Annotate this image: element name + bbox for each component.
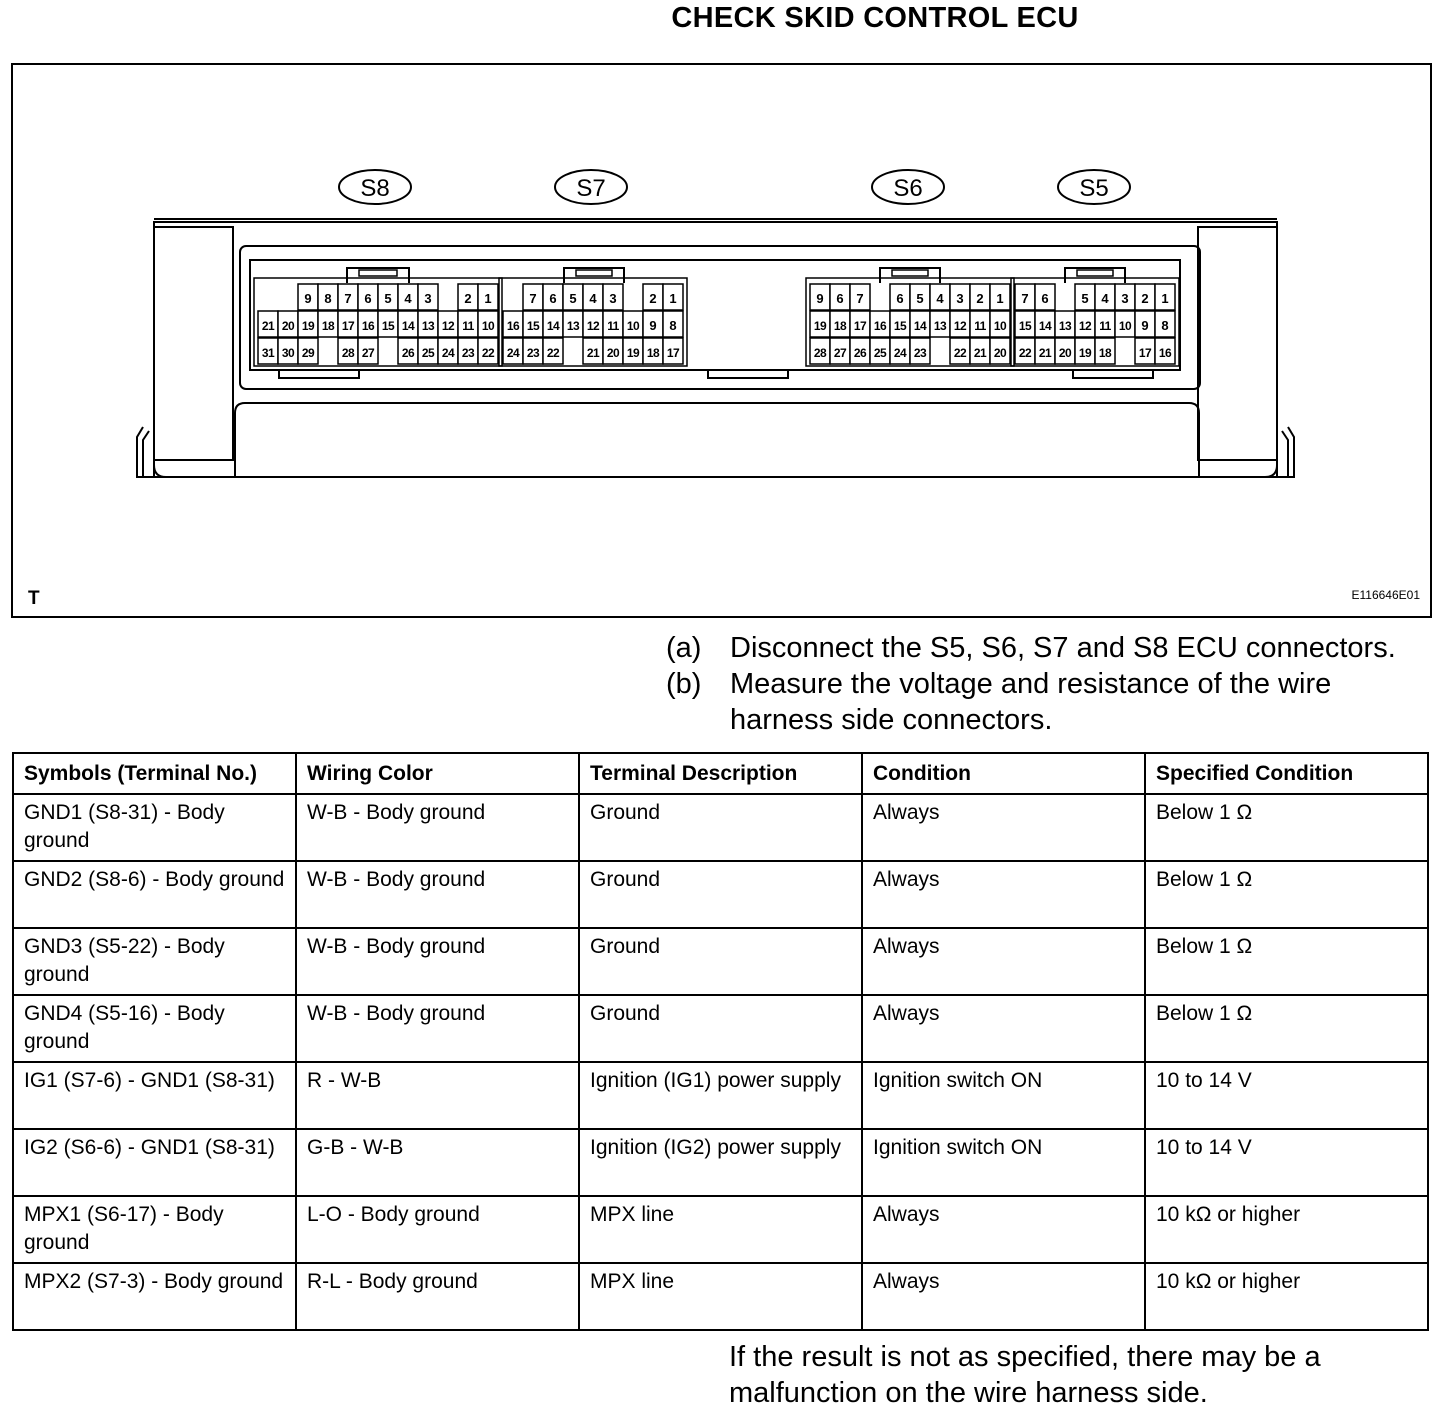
cell-condition: Ignition switch ON bbox=[862, 1129, 1145, 1196]
pin-number: 2 bbox=[1141, 291, 1149, 306]
cell-wiring-color: W-B - Body ground bbox=[296, 794, 579, 861]
step-label: (a) bbox=[666, 632, 702, 664]
cell-specified-condition: Below 1 Ω bbox=[1145, 995, 1428, 1062]
pin-number: 19 bbox=[1078, 346, 1092, 360]
pin-number: 13 bbox=[566, 319, 580, 333]
pin-number: 12 bbox=[1078, 319, 1092, 333]
pin-number: 17 bbox=[341, 319, 355, 333]
header-specified-condition: Specified Condition bbox=[1145, 753, 1428, 794]
cell-condition: Always bbox=[862, 794, 1145, 861]
pin-number: 1 bbox=[996, 291, 1004, 306]
step-b bbox=[666, 666, 1430, 738]
pin-number: 13 bbox=[1058, 319, 1072, 333]
pin-number: 27 bbox=[833, 346, 847, 360]
pin-number: 8 bbox=[669, 318, 677, 333]
header-wiring-color: Wiring Color bbox=[296, 753, 579, 794]
pin-number: 6 bbox=[896, 291, 904, 306]
pin-number: 4 bbox=[1101, 291, 1109, 306]
pin-number: 16 bbox=[506, 319, 520, 333]
pin-number: 21 bbox=[261, 319, 275, 333]
pin-number: 6 bbox=[836, 291, 844, 306]
pin-number: 5 bbox=[569, 291, 577, 306]
pin-number: 22 bbox=[1018, 346, 1032, 360]
pin-number: 2 bbox=[464, 291, 472, 306]
pin-number: 24 bbox=[506, 346, 520, 360]
pin-number: 8 bbox=[324, 291, 332, 306]
header-condition: Condition bbox=[862, 753, 1145, 794]
pin-number: 6 bbox=[364, 291, 372, 306]
pin-number: 2 bbox=[976, 291, 984, 306]
connector-s8 bbox=[254, 170, 502, 366]
pin-number: 28 bbox=[341, 346, 355, 360]
pin-number: 11 bbox=[607, 319, 619, 333]
cell-specified-condition: 10 kΩ or higher bbox=[1145, 1263, 1428, 1330]
connector-label: S6 bbox=[893, 175, 923, 202]
instruction-steps bbox=[666, 630, 1430, 738]
pin-number: 1 bbox=[484, 291, 492, 306]
pin-number: 1 bbox=[669, 291, 677, 306]
pin-number: 11 bbox=[974, 319, 986, 333]
connector-label: S7 bbox=[576, 175, 606, 202]
cell-terminal-description: Ground bbox=[579, 995, 862, 1062]
pin-number: 22 bbox=[953, 346, 967, 360]
pin-number: 5 bbox=[384, 291, 392, 306]
pin-number: 9 bbox=[1141, 318, 1149, 333]
connector-latch-slot bbox=[359, 270, 397, 276]
pin-number: 23 bbox=[913, 346, 927, 360]
pin-number: 14 bbox=[546, 319, 560, 333]
cell-condition: Always bbox=[862, 928, 1145, 995]
table-row bbox=[13, 995, 1428, 1062]
pin-number: 5 bbox=[916, 291, 924, 306]
pin-number: 14 bbox=[1038, 319, 1052, 333]
table-row bbox=[13, 1129, 1428, 1196]
cell-symbols: GND2 (S8-6) - Body ground bbox=[13, 861, 296, 928]
pin-number: 26 bbox=[853, 346, 867, 360]
cell-terminal-description: Ignition (IG2) power supply bbox=[579, 1129, 862, 1196]
pin-number: 12 bbox=[441, 319, 455, 333]
pin-number: 21 bbox=[1038, 346, 1052, 360]
cell-specified-condition: 10 kΩ or higher bbox=[1145, 1196, 1428, 1263]
pin-number: 24 bbox=[893, 346, 907, 360]
pin-number: 7 bbox=[344, 291, 352, 306]
pin-number: 10 bbox=[993, 319, 1007, 333]
cell-condition: Always bbox=[862, 995, 1145, 1062]
pin-number: 13 bbox=[421, 319, 435, 333]
pin-number: 7 bbox=[1021, 291, 1029, 306]
cell-specified-condition: Below 1 Ω bbox=[1145, 794, 1428, 861]
pin-number: 14 bbox=[913, 319, 927, 333]
pin-number: 15 bbox=[526, 319, 540, 333]
pin-number: 15 bbox=[381, 319, 395, 333]
pin-number: 5 bbox=[1081, 291, 1089, 306]
table-row bbox=[13, 928, 1428, 995]
cell-wiring-color: W-B - Body ground bbox=[296, 995, 579, 1062]
cell-condition: Always bbox=[862, 1263, 1145, 1330]
cell-specified-condition: Below 1 Ω bbox=[1145, 928, 1428, 995]
header-terminal-description: Terminal Description bbox=[579, 753, 862, 794]
step-a bbox=[666, 630, 1430, 666]
pin-number: 24 bbox=[441, 346, 455, 360]
pin-number: 3 bbox=[424, 291, 432, 306]
ecu-diagram bbox=[13, 65, 1430, 616]
pin-number: 22 bbox=[481, 346, 495, 360]
pin-number: 27 bbox=[361, 346, 375, 360]
table-row bbox=[13, 861, 1428, 928]
pin-number: 25 bbox=[873, 346, 887, 360]
cell-specified-condition: 10 to 14 V bbox=[1145, 1129, 1428, 1196]
cell-symbols: GND1 (S8-31) - Body ground bbox=[13, 794, 296, 861]
cell-wiring-color: R - W-B bbox=[296, 1062, 579, 1129]
pin-number: 7 bbox=[529, 291, 537, 306]
pin-number: 17 bbox=[1138, 346, 1152, 360]
page-title: CHECK SKID CONTROL ECU bbox=[671, 2, 1079, 34]
pin-number: 7 bbox=[856, 291, 864, 306]
pin-number: 6 bbox=[1041, 291, 1049, 306]
pin-number: 9 bbox=[816, 291, 824, 306]
cell-wiring-color: G-B - W-B bbox=[296, 1129, 579, 1196]
pin-number: 18 bbox=[1098, 346, 1112, 360]
pin-number: 29 bbox=[301, 346, 315, 360]
pin-number: 19 bbox=[813, 319, 827, 333]
pin-number: 20 bbox=[1058, 346, 1072, 360]
pin-number: 18 bbox=[833, 319, 847, 333]
cell-symbols: GND3 (S5-22) - Body ground bbox=[13, 928, 296, 995]
pin-number: 13 bbox=[933, 319, 947, 333]
pin-number: 18 bbox=[646, 346, 660, 360]
cell-specified-condition: Below 1 Ω bbox=[1145, 861, 1428, 928]
cell-wiring-color: W-B - Body ground bbox=[296, 861, 579, 928]
table-header-row bbox=[13, 753, 1428, 794]
table-row bbox=[13, 1062, 1428, 1129]
pin-number: 14 bbox=[401, 319, 415, 333]
pin-number: 11 bbox=[462, 319, 474, 333]
step-text: Disconnect the S5, S6, S7 and S8 ECU connectors. bbox=[730, 632, 1396, 664]
pin-number: 1 bbox=[1161, 291, 1169, 306]
connector-latch-slot bbox=[892, 270, 928, 276]
pin-number: 22 bbox=[546, 346, 560, 360]
cell-terminal-description: MPX line bbox=[579, 1263, 862, 1330]
pin-number: 15 bbox=[893, 319, 907, 333]
pin-number: 12 bbox=[953, 319, 967, 333]
connector-label: S5 bbox=[1079, 175, 1109, 202]
step-label: (b) bbox=[666, 668, 702, 700]
result-note: If the result is not as specified, there may be a malfunction on the wire harness side. bbox=[729, 1341, 1321, 1409]
cell-condition: Always bbox=[862, 861, 1145, 928]
cell-terminal-description: Ground bbox=[579, 794, 862, 861]
cell-wiring-color: R-L - Body ground bbox=[296, 1263, 579, 1330]
pin-number: 4 bbox=[589, 291, 597, 306]
figure-id: E116646E01 bbox=[1351, 588, 1420, 602]
cell-terminal-description: Ground bbox=[579, 928, 862, 995]
pin-number: 20 bbox=[281, 319, 295, 333]
pin-number: 12 bbox=[586, 319, 600, 333]
pin-number: 19 bbox=[301, 319, 315, 333]
pin-number: 31 bbox=[261, 346, 275, 360]
pin-number: 21 bbox=[586, 346, 600, 360]
pin-number: 30 bbox=[281, 346, 295, 360]
connector-s5 bbox=[1011, 170, 1179, 366]
connector-latch-slot bbox=[1077, 270, 1113, 276]
cell-symbols: GND4 (S5-16) - Body ground bbox=[13, 995, 296, 1062]
pin-number: 16 bbox=[361, 319, 375, 333]
pin-number: 10 bbox=[1118, 319, 1132, 333]
header-symbols: Symbols (Terminal No.) bbox=[13, 753, 296, 794]
pin-number: 16 bbox=[1158, 346, 1172, 360]
pin-number: 25 bbox=[421, 346, 435, 360]
connector-s6 bbox=[806, 170, 1014, 366]
cell-symbols: MPX1 (S6-17) - Body ground bbox=[13, 1196, 296, 1263]
connector-latch-slot bbox=[576, 270, 612, 276]
ecu-connector-figure bbox=[11, 63, 1432, 618]
pin-number: 20 bbox=[606, 346, 620, 360]
pin-number: 4 bbox=[404, 291, 412, 306]
cell-terminal-description: MPX line bbox=[579, 1196, 862, 1263]
pin-number: 23 bbox=[526, 346, 540, 360]
cell-symbols: MPX2 (S7-3) - Body ground bbox=[13, 1263, 296, 1330]
pin-number: 26 bbox=[401, 346, 415, 360]
table-row bbox=[13, 1196, 1428, 1263]
pin-number: 10 bbox=[481, 319, 495, 333]
pin-number: 21 bbox=[973, 346, 987, 360]
pin-number: 3 bbox=[609, 291, 617, 306]
specification-table bbox=[12, 752, 1429, 1331]
figure-corner-mark: T bbox=[28, 588, 40, 609]
pin-number: 6 bbox=[549, 291, 557, 306]
cell-wiring-color: W-B - Body ground bbox=[296, 928, 579, 995]
table-row bbox=[13, 794, 1428, 861]
table-row bbox=[13, 1263, 1428, 1330]
pin-number: 9 bbox=[304, 291, 312, 306]
pin-number: 23 bbox=[461, 346, 475, 360]
pin-number: 3 bbox=[956, 291, 964, 306]
pin-number: 16 bbox=[873, 319, 887, 333]
connector-label: S8 bbox=[360, 175, 390, 202]
cell-symbols: IG2 (S6-6) - GND1 (S8-31) bbox=[13, 1129, 296, 1196]
pin-number: 3 bbox=[1121, 291, 1129, 306]
pin-number: 19 bbox=[626, 346, 640, 360]
pin-number: 17 bbox=[666, 346, 680, 360]
pin-number: 8 bbox=[1161, 318, 1169, 333]
step-text: Measure the voltage and resistance of the wire harness side connectors. bbox=[730, 668, 1332, 736]
cell-terminal-description: Ignition (IG1) power supply bbox=[579, 1062, 862, 1129]
connector-s7 bbox=[499, 170, 687, 366]
pin-number: 18 bbox=[321, 319, 335, 333]
pin-number: 20 bbox=[993, 346, 1007, 360]
cell-wiring-color: L-O - Body ground bbox=[296, 1196, 579, 1263]
pin-number: 10 bbox=[626, 319, 640, 333]
pin-number: 15 bbox=[1018, 319, 1032, 333]
cell-symbols: IG1 (S7-6) - GND1 (S8-31) bbox=[13, 1062, 296, 1129]
cell-condition: Ignition switch ON bbox=[862, 1062, 1145, 1129]
pin-number: 28 bbox=[813, 346, 827, 360]
pin-number: 9 bbox=[649, 318, 657, 333]
pin-number: 4 bbox=[936, 291, 944, 306]
cell-condition: Always bbox=[862, 1196, 1145, 1263]
pin-number: 17 bbox=[853, 319, 867, 333]
pin-number: 11 bbox=[1099, 319, 1111, 333]
cell-specified-condition: 10 to 14 V bbox=[1145, 1062, 1428, 1129]
pin-number: 2 bbox=[649, 291, 657, 306]
cell-terminal-description: Ground bbox=[579, 861, 862, 928]
